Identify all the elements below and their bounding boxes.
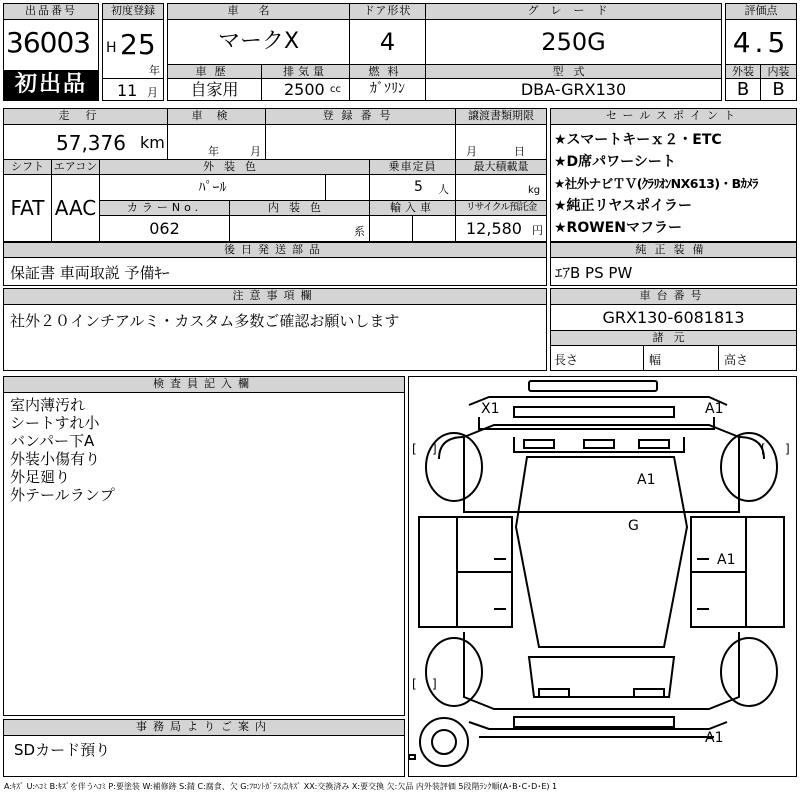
- legend: A:ｷｽﾞ U:ﾍｺﾐ B:ｷｽﾞを伴うﾍｺﾐ P:要塗装 W:補修跡 S:錆 C:腐食、欠 G:ﾌﾛﾝﾄｶﾞﾗｽ点ｷｽﾞ XX:交換済み X:要交換 欠:欠品 内外装評価 5段階ﾗﾝｸ順(A･B･C･D･E) 1: [4, 782, 558, 791]
- recycle-label: リサイクル預託金: [456, 201, 546, 216]
- selling-points-label: セールスポイント: [551, 109, 796, 125]
- equipment-box: [550, 242, 797, 286]
- equipment: ｴｱB PS PW: [555, 264, 633, 282]
- car-name-label: 車名: [168, 4, 350, 20]
- inspection-month-unit: 月: [250, 145, 261, 158]
- office-note: SDカード預り: [14, 741, 111, 759]
- damage-mark: A1: [637, 472, 656, 488]
- registration-month: 11: [117, 81, 138, 100]
- fuel-label: 燃料: [350, 64, 426, 79]
- first-listing-badge: 初出品: [4, 70, 98, 100]
- notes: 社外２０インチアルミ・カスタム多数ご確認お願いします: [10, 312, 400, 330]
- inspector-line: バンパー下A: [10, 432, 95, 450]
- history: 自家用: [168, 79, 262, 100]
- capacity-label: 乗車定員: [370, 159, 456, 175]
- displacement-unit: cc: [330, 84, 341, 95]
- displacement: 2500: [284, 80, 325, 99]
- selling-points-list: [554, 129, 796, 239]
- inspector-line: 外足廻り: [10, 468, 71, 486]
- color-number-label: カラーNo.: [100, 201, 230, 216]
- grade-label: グレード: [426, 4, 721, 20]
- load-unit: kg: [528, 185, 541, 196]
- load-cell: [456, 175, 546, 201]
- mileage-label: 走行: [4, 109, 168, 125]
- inspection-label: 車検: [168, 109, 266, 125]
- bracket-mark: [: [412, 677, 417, 691]
- import-cell-a: [370, 216, 413, 241]
- selling-points-box: [550, 108, 797, 242]
- shift: FAT: [4, 175, 52, 241]
- interior-label: 内装: [761, 64, 796, 79]
- month-row: [103, 78, 163, 100]
- damage-mark: X1: [481, 401, 500, 417]
- interior-color-cell: [230, 216, 370, 241]
- office-label: 事務局よりご案内: [4, 720, 404, 736]
- car-diagram: [409, 377, 796, 776]
- lot-number-box: [3, 3, 99, 101]
- width-cell: [644, 346, 719, 370]
- inspection-year-unit: 年: [208, 145, 219, 158]
- chassis-number: GRX130-6081813: [551, 305, 796, 331]
- later-parts: 保証書 車両取説 予備ｷｰ: [10, 264, 170, 282]
- exterior-color: ﾊﾟｰﾙ: [100, 175, 326, 201]
- length-cell: [551, 346, 644, 370]
- exterior-grade: B: [726, 79, 761, 100]
- selling-point: ★純正リヤスポイラー: [554, 198, 692, 214]
- first-registration-label: 初度登録: [103, 4, 163, 20]
- inspection-cell: [168, 125, 266, 159]
- displacement-cell: [262, 79, 350, 100]
- length-label: 長さ: [554, 353, 579, 367]
- score: 4.5: [732, 26, 790, 59]
- interior-grade: B: [772, 79, 785, 100]
- mileage-box: [3, 108, 547, 242]
- inspector-box: [3, 376, 405, 716]
- registration-number-label: 登録番号: [266, 109, 456, 125]
- era: H: [106, 40, 117, 56]
- selling-point: ★社外ナビＴＶ(ｸﾗﾘｵﾝNX613)・Bｶﾒﾗ: [554, 176, 758, 191]
- doors-label: ドア形状: [350, 4, 426, 20]
- damage-mark: G: [628, 518, 639, 534]
- transfer-month-unit: 月: [466, 145, 477, 158]
- later-parts-label: 後日発送部品: [4, 243, 546, 258]
- mileage-unit: km: [140, 133, 165, 152]
- transfer-deadline-label: 譲渡書類期限: [456, 109, 546, 125]
- car-info-box: [167, 3, 722, 101]
- mileage-cell: [4, 125, 168, 159]
- car-name: マークX: [168, 20, 350, 64]
- inspector-line: 室内薄汚れ: [10, 396, 86, 414]
- transfer-deadline-cell: [456, 125, 546, 159]
- registration-number-cell: [266, 125, 456, 159]
- notes-label: 注意事項欄: [4, 289, 546, 305]
- exterior-color-label: 外装色: [100, 159, 370, 175]
- exterior-label: 外装: [726, 64, 761, 79]
- later-parts-box: [3, 242, 547, 286]
- inspector-line: 外装小傷有り: [10, 450, 101, 468]
- bracket-mark: ]: [432, 677, 437, 691]
- doors: 4: [350, 20, 426, 64]
- recycle-unit: 円: [532, 224, 543, 237]
- grade: 250G: [541, 28, 606, 56]
- ac-label: エアコン: [52, 159, 100, 175]
- lot-number-label: 出品番号: [4, 4, 98, 20]
- selling-point: ★ROWENマフラー: [554, 220, 682, 236]
- inspector-notes: [10, 396, 115, 504]
- load-label: 最大積載量: [456, 159, 546, 175]
- registration-year: 25: [120, 28, 156, 61]
- model: DBA-GRX130: [520, 80, 627, 99]
- height-cell: [719, 346, 796, 370]
- bracket-mark: ]: [432, 442, 437, 456]
- damage-mark: A1: [717, 552, 736, 568]
- damage-mark: A1: [705, 730, 724, 746]
- equipment-label: 純正装備: [551, 243, 796, 258]
- history-label: 車歴: [168, 64, 262, 79]
- selling-point: ★D席パワーシート: [554, 154, 676, 170]
- import-cell-b: [413, 216, 456, 241]
- inspector-line: 外テールランプ: [10, 486, 115, 504]
- exterior-color-blank: [326, 175, 370, 201]
- bracket-mark: ]: [785, 442, 790, 456]
- bracket-mark: [: [761, 442, 766, 456]
- office-box: [3, 719, 405, 777]
- interior-color-unit: 系: [354, 225, 365, 238]
- color-number: 062: [100, 216, 230, 241]
- fuel: ｶﾞｿﾘﾝ: [350, 79, 426, 100]
- lot-number: 36003: [6, 26, 91, 59]
- dimensions-label: 諸元: [551, 331, 796, 346]
- car-diagram-box: [408, 376, 797, 777]
- capacity-cell: [370, 175, 456, 201]
- score-label: 評価点: [726, 4, 796, 20]
- transfer-day-unit: 日: [514, 145, 525, 158]
- first-registration-box: [102, 3, 164, 101]
- interior-color-label: 内装色: [230, 201, 370, 216]
- capacity-unit: 人: [438, 183, 449, 196]
- recycle: 12,580: [466, 219, 522, 238]
- capacity: 5: [414, 179, 423, 195]
- chassis-label: 車台番号: [551, 289, 796, 305]
- chassis-box: [550, 288, 797, 371]
- shift-label: シフト: [4, 159, 52, 175]
- height-label: 高さ: [724, 353, 749, 367]
- notes-box: [3, 288, 547, 371]
- month-unit: 月: [147, 86, 158, 99]
- mileage: 57,376: [56, 131, 126, 155]
- year-unit: 年: [149, 64, 160, 77]
- displacement-label: 排気量: [262, 64, 350, 79]
- inspector-line: シートすれ小: [10, 414, 100, 432]
- selling-point: ★スマートキーｘ２・ETC: [554, 132, 722, 148]
- recycle-cell: [456, 216, 546, 241]
- model-label: 型式: [426, 64, 721, 79]
- score-box: [725, 3, 797, 101]
- damage-mark: A1: [705, 401, 724, 417]
- bracket-mark: [: [412, 442, 417, 456]
- width-label: 幅: [649, 353, 662, 367]
- inspector-label: 検査員記入欄: [4, 377, 404, 393]
- import-label: 輸入車: [370, 201, 456, 216]
- ac: AAC: [52, 175, 100, 241]
